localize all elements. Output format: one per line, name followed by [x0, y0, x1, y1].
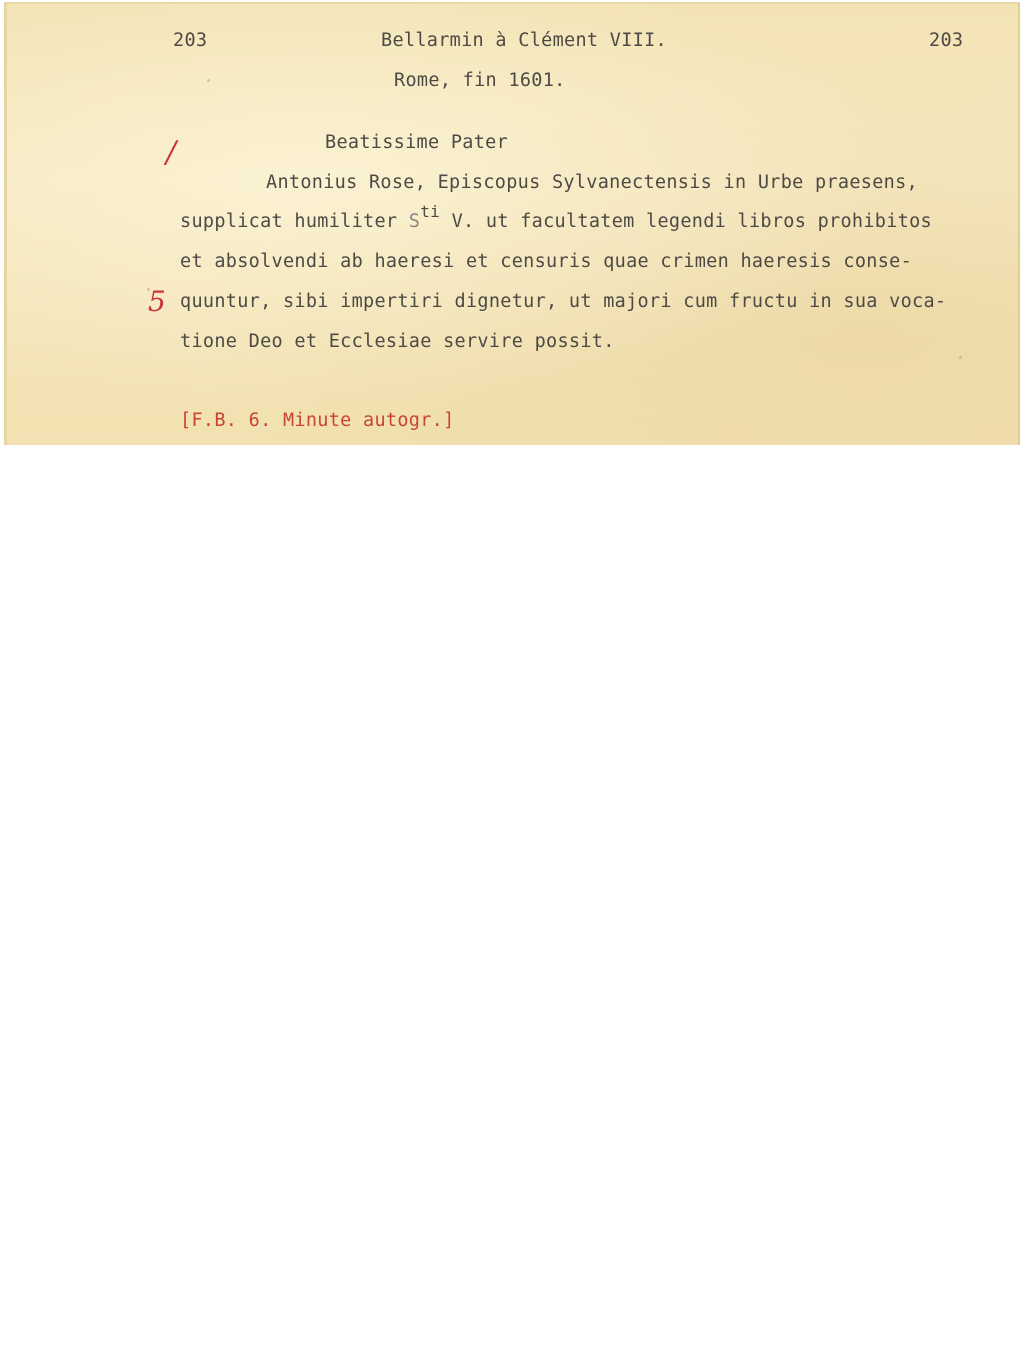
- paper-speck: [959, 356, 962, 359]
- paper-speck: [207, 79, 210, 82]
- letter-line-1: Antonius Rose, Episcopus Sylvanectensis in Urbe praesens,: [266, 172, 918, 193]
- letter-line-5: tione Deo et Ecclesiae servire possit.: [180, 331, 615, 352]
- page-number-left: 203: [173, 30, 208, 51]
- source-note: [F.B. 6. Minute autogr.]: [180, 410, 455, 431]
- sanctitas-superscript: ti: [420, 202, 441, 221]
- date-line: Rome, fin 1601.: [394, 70, 566, 91]
- letter-line-2: [180, 202, 932, 232]
- document-title: Bellarmin à Clément VIII.: [381, 30, 667, 51]
- margin-line-number: 5: [148, 285, 166, 318]
- sanctitas-abbrev: S: [408, 211, 421, 232]
- margin-mark-one: /: [166, 135, 177, 170]
- letter-line-4: quuntur, sibi impertiri dignetur, ut majori cum fructu in sua voca-: [180, 291, 947, 312]
- salutation: Beatissime Pater: [325, 132, 509, 153]
- letter-line-3: et absolvendi ab haeresi et censuris quae crimen haeresis conse-: [180, 251, 913, 272]
- letter-line-2-end: V. ut facultatem legendi libros prohibitos: [451, 211, 932, 232]
- letter-line-2-start: supplicat humiliter: [180, 211, 398, 232]
- page-number-right: 203: [929, 30, 964, 51]
